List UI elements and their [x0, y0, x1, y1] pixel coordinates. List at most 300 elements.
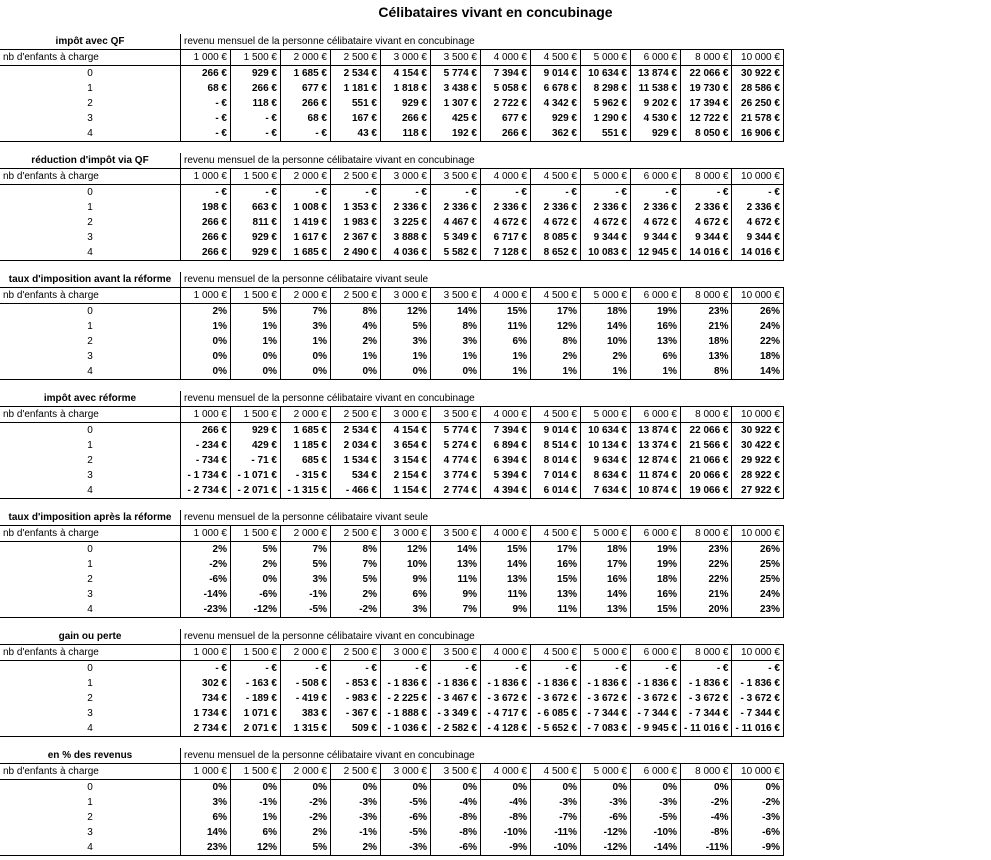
value-cell[interactable]: 14 016 €	[681, 245, 732, 261]
value-cell[interactable]: 24%	[732, 319, 783, 334]
income-header-cell[interactable]: 8 000 €	[681, 526, 732, 542]
value-cell[interactable]: 1 685 €	[281, 66, 331, 82]
value-cell[interactable]: -6%	[581, 810, 631, 825]
value-cell[interactable]: - 1 836 €	[381, 676, 431, 691]
kids-count-cell[interactable]: 2	[0, 810, 181, 825]
value-cell[interactable]: 9 344 €	[581, 230, 631, 245]
value-cell[interactable]: 2 490 €	[331, 245, 381, 261]
value-cell[interactable]: - 1 836 €	[481, 676, 531, 691]
value-cell[interactable]: 3%	[181, 795, 231, 810]
income-header-cell[interactable]: 1 500 €	[231, 407, 281, 423]
value-cell[interactable]: 1%	[481, 349, 531, 364]
value-cell[interactable]: 7%	[331, 557, 381, 572]
value-cell[interactable]: 19%	[631, 542, 681, 558]
value-cell[interactable]: - 11 016 €	[732, 721, 783, 737]
value-cell[interactable]: -3%	[581, 795, 631, 810]
value-cell[interactable]: -3%	[331, 810, 381, 825]
value-cell[interactable]: - €	[181, 126, 231, 142]
value-cell[interactable]: 13%	[631, 334, 681, 349]
income-header-cell[interactable]: 1 500 €	[231, 50, 281, 66]
value-cell[interactable]: 3 154 €	[381, 453, 431, 468]
value-cell[interactable]: - 3 672 €	[631, 691, 681, 706]
income-header-cell[interactable]: 8 000 €	[681, 645, 732, 661]
value-cell[interactable]: -3%	[381, 840, 431, 856]
value-cell[interactable]: -1%	[331, 825, 381, 840]
value-cell[interactable]: - 3 672 €	[581, 691, 631, 706]
value-cell[interactable]: - 419 €	[281, 691, 331, 706]
value-cell[interactable]: -10%	[631, 825, 681, 840]
value-cell[interactable]: 1 181 €	[331, 81, 381, 96]
kids-count-cell[interactable]: 1	[0, 319, 181, 334]
value-cell[interactable]: 5 394 €	[481, 468, 531, 483]
value-cell[interactable]: 8 050 €	[681, 126, 732, 142]
income-header-cell[interactable]: 10 000 €	[732, 50, 783, 66]
value-cell[interactable]: 16%	[631, 319, 681, 334]
kids-count-cell[interactable]: 0	[0, 185, 181, 201]
value-cell[interactable]: 26%	[732, 542, 783, 558]
income-header-cell[interactable]: 3 500 €	[431, 645, 481, 661]
value-cell[interactable]: 15%	[631, 602, 681, 618]
value-cell[interactable]: - €	[581, 661, 631, 677]
value-cell[interactable]: -3%	[631, 795, 681, 810]
value-cell[interactable]: 929 €	[231, 230, 281, 245]
kids-count-label[interactable]: nb d'enfants à charge	[0, 169, 181, 185]
value-cell[interactable]: 3 888 €	[381, 230, 431, 245]
value-cell[interactable]: 10 134 €	[581, 438, 631, 453]
value-cell[interactable]: - €	[531, 185, 581, 201]
value-cell[interactable]: 1 685 €	[281, 423, 331, 439]
value-cell[interactable]: - 1 315 €	[281, 483, 331, 499]
value-cell[interactable]: 3%	[381, 602, 431, 618]
value-cell[interactable]: 18%	[681, 334, 732, 349]
income-header-cell[interactable]: 1 000 €	[181, 764, 231, 780]
value-cell[interactable]: 14%	[431, 542, 481, 558]
income-header-cell[interactable]: 1 500 €	[231, 645, 281, 661]
value-cell[interactable]: 23%	[681, 304, 732, 320]
value-cell[interactable]: 9 344 €	[732, 230, 783, 245]
income-header-cell[interactable]: 4 000 €	[481, 526, 531, 542]
value-cell[interactable]: 1 818 €	[381, 81, 431, 96]
value-cell[interactable]: 25%	[732, 572, 783, 587]
income-header-cell[interactable]: 1 500 €	[231, 169, 281, 185]
income-header-cell[interactable]: 8 000 €	[681, 288, 732, 304]
value-cell[interactable]: -8%	[431, 825, 481, 840]
value-cell[interactable]: 10 634 €	[581, 423, 631, 439]
value-cell[interactable]: 0%	[581, 780, 631, 796]
value-cell[interactable]: 0%	[381, 364, 431, 380]
value-cell[interactable]: 6 394 €	[481, 453, 531, 468]
value-cell[interactable]: - 3 467 €	[431, 691, 481, 706]
value-cell[interactable]: 4 672 €	[681, 215, 732, 230]
value-cell[interactable]: 2%	[181, 542, 231, 558]
value-cell[interactable]: 17%	[531, 304, 581, 320]
kids-count-cell[interactable]: 4	[0, 840, 181, 856]
income-header-cell[interactable]: 3 000 €	[381, 526, 431, 542]
value-cell[interactable]: 429 €	[231, 438, 281, 453]
value-cell[interactable]: -14%	[631, 840, 681, 856]
value-cell[interactable]: 4%	[331, 319, 381, 334]
value-cell[interactable]: 16%	[631, 587, 681, 602]
value-cell[interactable]: 68 €	[181, 81, 231, 96]
value-cell[interactable]: 4 672 €	[631, 215, 681, 230]
value-cell[interactable]: - 7 344 €	[732, 706, 783, 721]
value-cell[interactable]: 29 922 €	[732, 453, 783, 468]
value-cell[interactable]: 16%	[531, 557, 581, 572]
value-cell[interactable]: 1 290 €	[581, 111, 631, 126]
income-header-cell[interactable]: 4 500 €	[531, 764, 581, 780]
value-cell[interactable]: 5 774 €	[431, 423, 481, 439]
value-cell[interactable]: 929 €	[381, 96, 431, 111]
value-cell[interactable]: -2%	[331, 602, 381, 618]
value-cell[interactable]: 5 774 €	[431, 66, 481, 82]
value-cell[interactable]: 5 349 €	[431, 230, 481, 245]
value-cell[interactable]: 5 962 €	[581, 96, 631, 111]
value-cell[interactable]: 1 617 €	[281, 230, 331, 245]
value-cell[interactable]: - 315 €	[281, 468, 331, 483]
value-cell[interactable]: 28 922 €	[732, 468, 783, 483]
value-cell[interactable]: 8 514 €	[531, 438, 581, 453]
section-description[interactable]: revenu mensuel de la personne célibataire vivant en concubinage	[181, 34, 784, 50]
value-cell[interactable]: 8 298 €	[581, 81, 631, 96]
value-cell[interactable]: - 1 836 €	[431, 676, 481, 691]
value-cell[interactable]: - 7 083 €	[581, 721, 631, 737]
value-cell[interactable]: 21 578 €	[732, 111, 783, 126]
value-cell[interactable]: 11%	[431, 572, 481, 587]
value-cell[interactable]: - 234 €	[181, 438, 231, 453]
value-cell[interactable]: 17%	[581, 557, 631, 572]
value-cell[interactable]: - 983 €	[331, 691, 381, 706]
value-cell[interactable]: -8%	[681, 825, 732, 840]
value-cell[interactable]: 28 586 €	[732, 81, 783, 96]
income-header-cell[interactable]: 4 500 €	[531, 645, 581, 661]
value-cell[interactable]: - 2 582 €	[431, 721, 481, 737]
value-cell[interactable]: 425 €	[431, 111, 481, 126]
income-header-cell[interactable]: 6 000 €	[631, 169, 681, 185]
income-header-cell[interactable]: 4 000 €	[481, 50, 531, 66]
value-cell[interactable]: -2%	[281, 810, 331, 825]
kids-count-cell[interactable]: 4	[0, 721, 181, 737]
value-cell[interactable]: 266 €	[181, 66, 231, 82]
value-cell[interactable]: 9 014 €	[531, 423, 581, 439]
value-cell[interactable]: - 367 €	[331, 706, 381, 721]
value-cell[interactable]: 12 874 €	[631, 453, 681, 468]
value-cell[interactable]: 12%	[381, 304, 431, 320]
value-cell[interactable]: 11%	[481, 319, 531, 334]
income-header-cell[interactable]: 4 000 €	[481, 764, 531, 780]
value-cell[interactable]: 4 672 €	[531, 215, 581, 230]
value-cell[interactable]: 18%	[631, 572, 681, 587]
value-cell[interactable]: 2%	[181, 304, 231, 320]
kids-count-cell[interactable]: 3	[0, 825, 181, 840]
value-cell[interactable]: 1 983 €	[331, 215, 381, 230]
value-cell[interactable]: -6%	[431, 840, 481, 856]
income-header-cell[interactable]: 4 500 €	[531, 50, 581, 66]
value-cell[interactable]: 5%	[231, 304, 281, 320]
income-header-cell[interactable]: 10 000 €	[732, 169, 783, 185]
value-cell[interactable]: 266 €	[181, 423, 231, 439]
value-cell[interactable]: 11%	[531, 602, 581, 618]
value-cell[interactable]: 266 €	[381, 111, 431, 126]
kids-count-cell[interactable]: 2	[0, 215, 181, 230]
kids-count-cell[interactable]: 3	[0, 230, 181, 245]
value-cell[interactable]: 5%	[281, 840, 331, 856]
value-cell[interactable]: 2 734 €	[181, 721, 231, 737]
value-cell[interactable]: -5%	[381, 795, 431, 810]
income-header-cell[interactable]: 8 000 €	[681, 407, 732, 423]
value-cell[interactable]: 0%	[431, 780, 481, 796]
value-cell[interactable]: -8%	[481, 810, 531, 825]
value-cell[interactable]: -12%	[581, 840, 631, 856]
kids-count-cell[interactable]: 0	[0, 542, 181, 558]
value-cell[interactable]: 534 €	[331, 468, 381, 483]
value-cell[interactable]: - 7 344 €	[631, 706, 681, 721]
value-cell[interactable]: - 734 €	[181, 453, 231, 468]
value-cell[interactable]: 0%	[481, 780, 531, 796]
value-cell[interactable]: 4 530 €	[631, 111, 681, 126]
value-cell[interactable]: 10 874 €	[631, 483, 681, 499]
value-cell[interactable]: 1%	[231, 334, 281, 349]
value-cell[interactable]: 2%	[331, 840, 381, 856]
value-cell[interactable]: 0%	[231, 572, 281, 587]
value-cell[interactable]: - €	[481, 185, 531, 201]
value-cell[interactable]: 13%	[531, 587, 581, 602]
value-cell[interactable]: 7 128 €	[481, 245, 531, 261]
kids-count-label[interactable]: nb d'enfants à charge	[0, 50, 181, 66]
value-cell[interactable]: 10 634 €	[581, 66, 631, 82]
value-cell[interactable]: 734 €	[181, 691, 231, 706]
kids-count-cell[interactable]: 3	[0, 111, 181, 126]
value-cell[interactable]: 0%	[531, 780, 581, 796]
value-cell[interactable]: - €	[581, 185, 631, 201]
value-cell[interactable]: 4 672 €	[581, 215, 631, 230]
value-cell[interactable]: - €	[231, 126, 281, 142]
value-cell[interactable]: 167 €	[331, 111, 381, 126]
value-cell[interactable]: 9%	[381, 572, 431, 587]
kids-count-cell[interactable]: 0	[0, 423, 181, 439]
income-header-cell[interactable]: 1 000 €	[181, 50, 231, 66]
value-cell[interactable]: 16 906 €	[732, 126, 783, 142]
value-cell[interactable]: 551 €	[581, 126, 631, 142]
value-cell[interactable]: 30 422 €	[732, 438, 783, 453]
value-cell[interactable]: 12%	[231, 840, 281, 856]
value-cell[interactable]: 4 467 €	[431, 215, 481, 230]
value-cell[interactable]: 1%	[181, 319, 231, 334]
value-cell[interactable]: 5 274 €	[431, 438, 481, 453]
value-cell[interactable]: - 2 071 €	[231, 483, 281, 499]
value-cell[interactable]: - €	[181, 185, 231, 201]
income-header-cell[interactable]: 2 000 €	[281, 407, 331, 423]
income-header-cell[interactable]: 3 000 €	[381, 288, 431, 304]
value-cell[interactable]: 118 €	[231, 96, 281, 111]
section-description[interactable]: revenu mensuel de la personne célibataire vivant en concubinage	[181, 391, 784, 407]
kids-count-cell[interactable]: 2	[0, 96, 181, 111]
value-cell[interactable]: 30 922 €	[732, 423, 783, 439]
value-cell[interactable]: 19 066 €	[681, 483, 732, 499]
value-cell[interactable]: -4%	[481, 795, 531, 810]
value-cell[interactable]: - €	[181, 111, 231, 126]
value-cell[interactable]: 8%	[531, 334, 581, 349]
value-cell[interactable]: 383 €	[281, 706, 331, 721]
value-cell[interactable]: 20%	[681, 602, 732, 618]
section-description[interactable]: revenu mensuel de la personne célibataire vivant en concubinage	[181, 629, 784, 645]
section-title[interactable]: réduction d'impôt via QF	[0, 153, 181, 169]
value-cell[interactable]: - €	[281, 185, 331, 201]
kids-count-cell[interactable]: 3	[0, 587, 181, 602]
value-cell[interactable]: 1 534 €	[331, 453, 381, 468]
value-cell[interactable]: 1 419 €	[281, 215, 331, 230]
value-cell[interactable]: 1 185 €	[281, 438, 331, 453]
kids-count-cell[interactable]: 1	[0, 81, 181, 96]
value-cell[interactable]: 2%	[331, 334, 381, 349]
income-header-cell[interactable]: 10 000 €	[732, 407, 783, 423]
value-cell[interactable]: 663 €	[231, 200, 281, 215]
value-cell[interactable]: 8%	[681, 364, 732, 380]
value-cell[interactable]: - 1 836 €	[581, 676, 631, 691]
value-cell[interactable]: - €	[231, 111, 281, 126]
value-cell[interactable]: -5%	[631, 810, 681, 825]
income-header-cell[interactable]: 10 000 €	[732, 526, 783, 542]
value-cell[interactable]: 9%	[431, 587, 481, 602]
kids-count-cell[interactable]: 0	[0, 304, 181, 320]
value-cell[interactable]: - €	[381, 661, 431, 677]
value-cell[interactable]: 1%	[581, 364, 631, 380]
income-header-cell[interactable]: 3 000 €	[381, 407, 431, 423]
value-cell[interactable]: 1 315 €	[281, 721, 331, 737]
value-cell[interactable]: 266 €	[231, 81, 281, 96]
value-cell[interactable]: -10%	[531, 840, 581, 856]
kids-count-cell[interactable]: 1	[0, 438, 181, 453]
income-header-cell[interactable]: 10 000 €	[732, 288, 783, 304]
value-cell[interactable]: 23%	[181, 840, 231, 856]
value-cell[interactable]: -6%	[381, 810, 431, 825]
value-cell[interactable]: 3 654 €	[381, 438, 431, 453]
income-header-cell[interactable]: 3 000 €	[381, 169, 431, 185]
value-cell[interactable]: - 189 €	[231, 691, 281, 706]
value-cell[interactable]: 198 €	[181, 200, 231, 215]
kids-count-cell[interactable]: 3	[0, 468, 181, 483]
value-cell[interactable]: - 2 734 €	[181, 483, 231, 499]
value-cell[interactable]: 22%	[681, 557, 732, 572]
value-cell[interactable]: 5 582 €	[431, 245, 481, 261]
income-header-cell[interactable]: 5 000 €	[581, 407, 631, 423]
value-cell[interactable]: 25%	[732, 557, 783, 572]
value-cell[interactable]: 2 722 €	[481, 96, 531, 111]
value-cell[interactable]: 266 €	[281, 96, 331, 111]
value-cell[interactable]: - €	[431, 185, 481, 201]
value-cell[interactable]: 15%	[481, 542, 531, 558]
value-cell[interactable]: 0%	[681, 780, 732, 796]
value-cell[interactable]: - €	[181, 96, 231, 111]
value-cell[interactable]: 685 €	[281, 453, 331, 468]
value-cell[interactable]: 5%	[281, 557, 331, 572]
income-header-cell[interactable]: 2 500 €	[331, 645, 381, 661]
value-cell[interactable]: 2 336 €	[631, 200, 681, 215]
value-cell[interactable]: 2 336 €	[481, 200, 531, 215]
value-cell[interactable]: 14%	[431, 304, 481, 320]
value-cell[interactable]: 4 154 €	[381, 66, 431, 82]
value-cell[interactable]: 2 336 €	[431, 200, 481, 215]
value-cell[interactable]: 18%	[581, 542, 631, 558]
kids-count-cell[interactable]: 1	[0, 795, 181, 810]
value-cell[interactable]: 9%	[481, 602, 531, 618]
value-cell[interactable]: 23%	[732, 602, 783, 618]
value-cell[interactable]: 8%	[431, 319, 481, 334]
value-cell[interactable]: 14%	[181, 825, 231, 840]
income-header-cell[interactable]: 3 500 €	[431, 169, 481, 185]
value-cell[interactable]: - 1 734 €	[181, 468, 231, 483]
value-cell[interactable]: 1%	[631, 364, 681, 380]
value-cell[interactable]: 4 672 €	[732, 215, 783, 230]
value-cell[interactable]: 14 016 €	[732, 245, 783, 261]
value-cell[interactable]: 13 374 €	[631, 438, 681, 453]
value-cell[interactable]: 2 534 €	[331, 423, 381, 439]
value-cell[interactable]: 6 678 €	[531, 81, 581, 96]
value-cell[interactable]: 0%	[281, 349, 331, 364]
value-cell[interactable]: - 3 672 €	[481, 691, 531, 706]
income-header-cell[interactable]: 6 000 €	[631, 645, 681, 661]
value-cell[interactable]: 2 774 €	[431, 483, 481, 499]
value-cell[interactable]: 13%	[581, 602, 631, 618]
value-cell[interactable]: 2 336 €	[732, 200, 783, 215]
income-header-cell[interactable]: 8 000 €	[681, 50, 732, 66]
value-cell[interactable]: 17%	[531, 542, 581, 558]
value-cell[interactable]: - 1 836 €	[631, 676, 681, 691]
value-cell[interactable]: - 71 €	[231, 453, 281, 468]
income-header-cell[interactable]: 2 500 €	[331, 407, 381, 423]
kids-count-cell[interactable]: 4	[0, 602, 181, 618]
value-cell[interactable]: 7%	[281, 304, 331, 320]
value-cell[interactable]: 266 €	[181, 215, 231, 230]
value-cell[interactable]: 10%	[381, 557, 431, 572]
value-cell[interactable]: 11 538 €	[631, 81, 681, 96]
value-cell[interactable]: -6%	[181, 572, 231, 587]
income-header-cell[interactable]: 4 000 €	[481, 645, 531, 661]
value-cell[interactable]: 22 066 €	[681, 423, 732, 439]
value-cell[interactable]: 10 083 €	[581, 245, 631, 261]
value-cell[interactable]: 0%	[181, 364, 231, 380]
value-cell[interactable]: 20 066 €	[681, 468, 732, 483]
value-cell[interactable]: 509 €	[331, 721, 381, 737]
value-cell[interactable]: 1%	[231, 810, 281, 825]
value-cell[interactable]: 1 154 €	[381, 483, 431, 499]
value-cell[interactable]: 26 250 €	[732, 96, 783, 111]
income-header-cell[interactable]: 5 000 €	[581, 526, 631, 542]
income-header-cell[interactable]: 6 000 €	[631, 407, 681, 423]
value-cell[interactable]: 6 014 €	[531, 483, 581, 499]
value-cell[interactable]: -3%	[331, 795, 381, 810]
value-cell[interactable]: -8%	[431, 810, 481, 825]
kids-count-label[interactable]: nb d'enfants à charge	[0, 645, 181, 661]
value-cell[interactable]: 13%	[681, 349, 732, 364]
income-header-cell[interactable]: 1 000 €	[181, 407, 231, 423]
income-header-cell[interactable]: 4 500 €	[531, 288, 581, 304]
value-cell[interactable]: -3%	[531, 795, 581, 810]
value-cell[interactable]: 1%	[431, 349, 481, 364]
income-header-cell[interactable]: 1 000 €	[181, 169, 231, 185]
value-cell[interactable]: -1%	[281, 587, 331, 602]
value-cell[interactable]: 0%	[281, 780, 331, 796]
income-header-cell[interactable]: 5 000 €	[581, 645, 631, 661]
kids-count-cell[interactable]: 2	[0, 334, 181, 349]
value-cell[interactable]: -14%	[181, 587, 231, 602]
value-cell[interactable]: 2 534 €	[331, 66, 381, 82]
value-cell[interactable]: - €	[231, 661, 281, 677]
value-cell[interactable]: 16%	[581, 572, 631, 587]
income-header-cell[interactable]: 6 000 €	[631, 526, 681, 542]
value-cell[interactable]: 7 634 €	[581, 483, 631, 499]
value-cell[interactable]: 0%	[281, 364, 331, 380]
value-cell[interactable]: 27 922 €	[732, 483, 783, 499]
